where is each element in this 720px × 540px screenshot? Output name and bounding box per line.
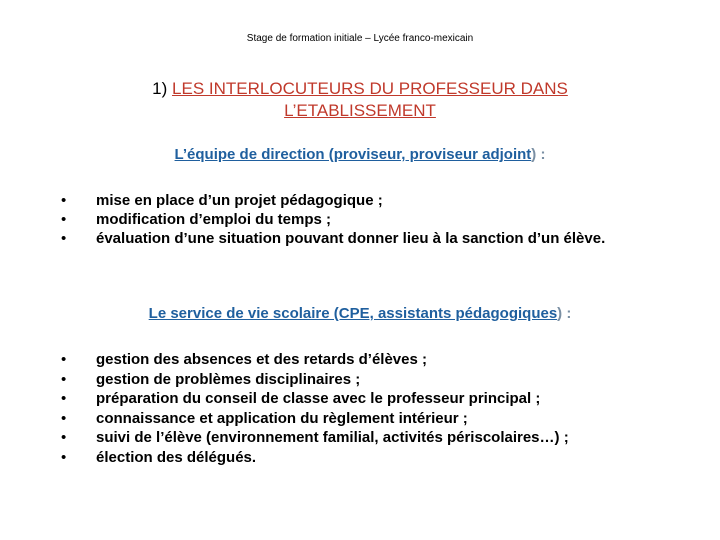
list-item bbox=[0, 409, 656, 429]
list-item-text: suivi de l’élève (environnement familial, activités périscolaires…) ; bbox=[96, 429, 569, 446]
title-number: 1) bbox=[152, 79, 168, 98]
list-item-text: gestion des absences et des retards d’élèves ; bbox=[96, 351, 427, 368]
list-item bbox=[0, 428, 656, 448]
bullet-icon: • bbox=[61, 409, 67, 427]
title-line-1: LES INTERLOCUTEURS DU PROFESSEUR DANS bbox=[172, 79, 568, 98]
bullet-icon: • bbox=[61, 351, 67, 368]
slide-header: Stage de formation initiale – Lycée franco-mexicain bbox=[246, 33, 474, 44]
list-item bbox=[0, 229, 656, 248]
bullet-icon: • bbox=[61, 390, 67, 407]
vie-scolaire-list bbox=[0, 350, 720, 467]
bullet-icon: • bbox=[61, 230, 67, 247]
section-heading-text: Le service de vie scolaire (CPE, assistants pédagogiques bbox=[148, 305, 558, 322]
section-heading-text: L’équipe de direction (proviseur, proviseur adjoint bbox=[174, 146, 532, 163]
list-item bbox=[0, 210, 656, 229]
section-heading-tail: ) : bbox=[557, 305, 572, 322]
list-item bbox=[0, 350, 656, 370]
list-item-text: préparation du conseil de classe avec le professeur principal ; bbox=[96, 390, 541, 407]
bullet-icon: • bbox=[61, 192, 67, 209]
bullet-icon: • bbox=[61, 448, 67, 466]
list-item-text: gestion de problèmes disciplinaires ; bbox=[96, 370, 361, 388]
section-heading-vie-scolaire bbox=[0, 305, 720, 322]
bullet-icon: • bbox=[61, 370, 67, 388]
title-line-2: L’ETABLISSEMENT bbox=[284, 101, 436, 120]
section-heading-tail: ) : bbox=[531, 146, 546, 163]
list-item bbox=[0, 389, 656, 409]
section-heading-direction bbox=[0, 146, 720, 163]
list-item-text: évaluation d’une situation pouvant donner lieu à la sanction d’un élève. bbox=[96, 230, 606, 247]
list-item bbox=[0, 448, 656, 468]
list-item-text: élection des délégués. bbox=[96, 448, 257, 466]
list-item-text: connaissance et application du règlement intérieur ; bbox=[96, 409, 468, 427]
list-item bbox=[0, 370, 656, 390]
list-item bbox=[0, 191, 656, 210]
bullet-icon: • bbox=[61, 429, 67, 446]
bullet-icon: • bbox=[61, 211, 67, 228]
slide-title bbox=[120, 78, 600, 122]
list-item-text: mise en place d’un projet pédagogique ; bbox=[96, 192, 383, 209]
list-item-text: modification d’emploi du temps ; bbox=[96, 211, 332, 228]
direction-list bbox=[0, 191, 720, 248]
